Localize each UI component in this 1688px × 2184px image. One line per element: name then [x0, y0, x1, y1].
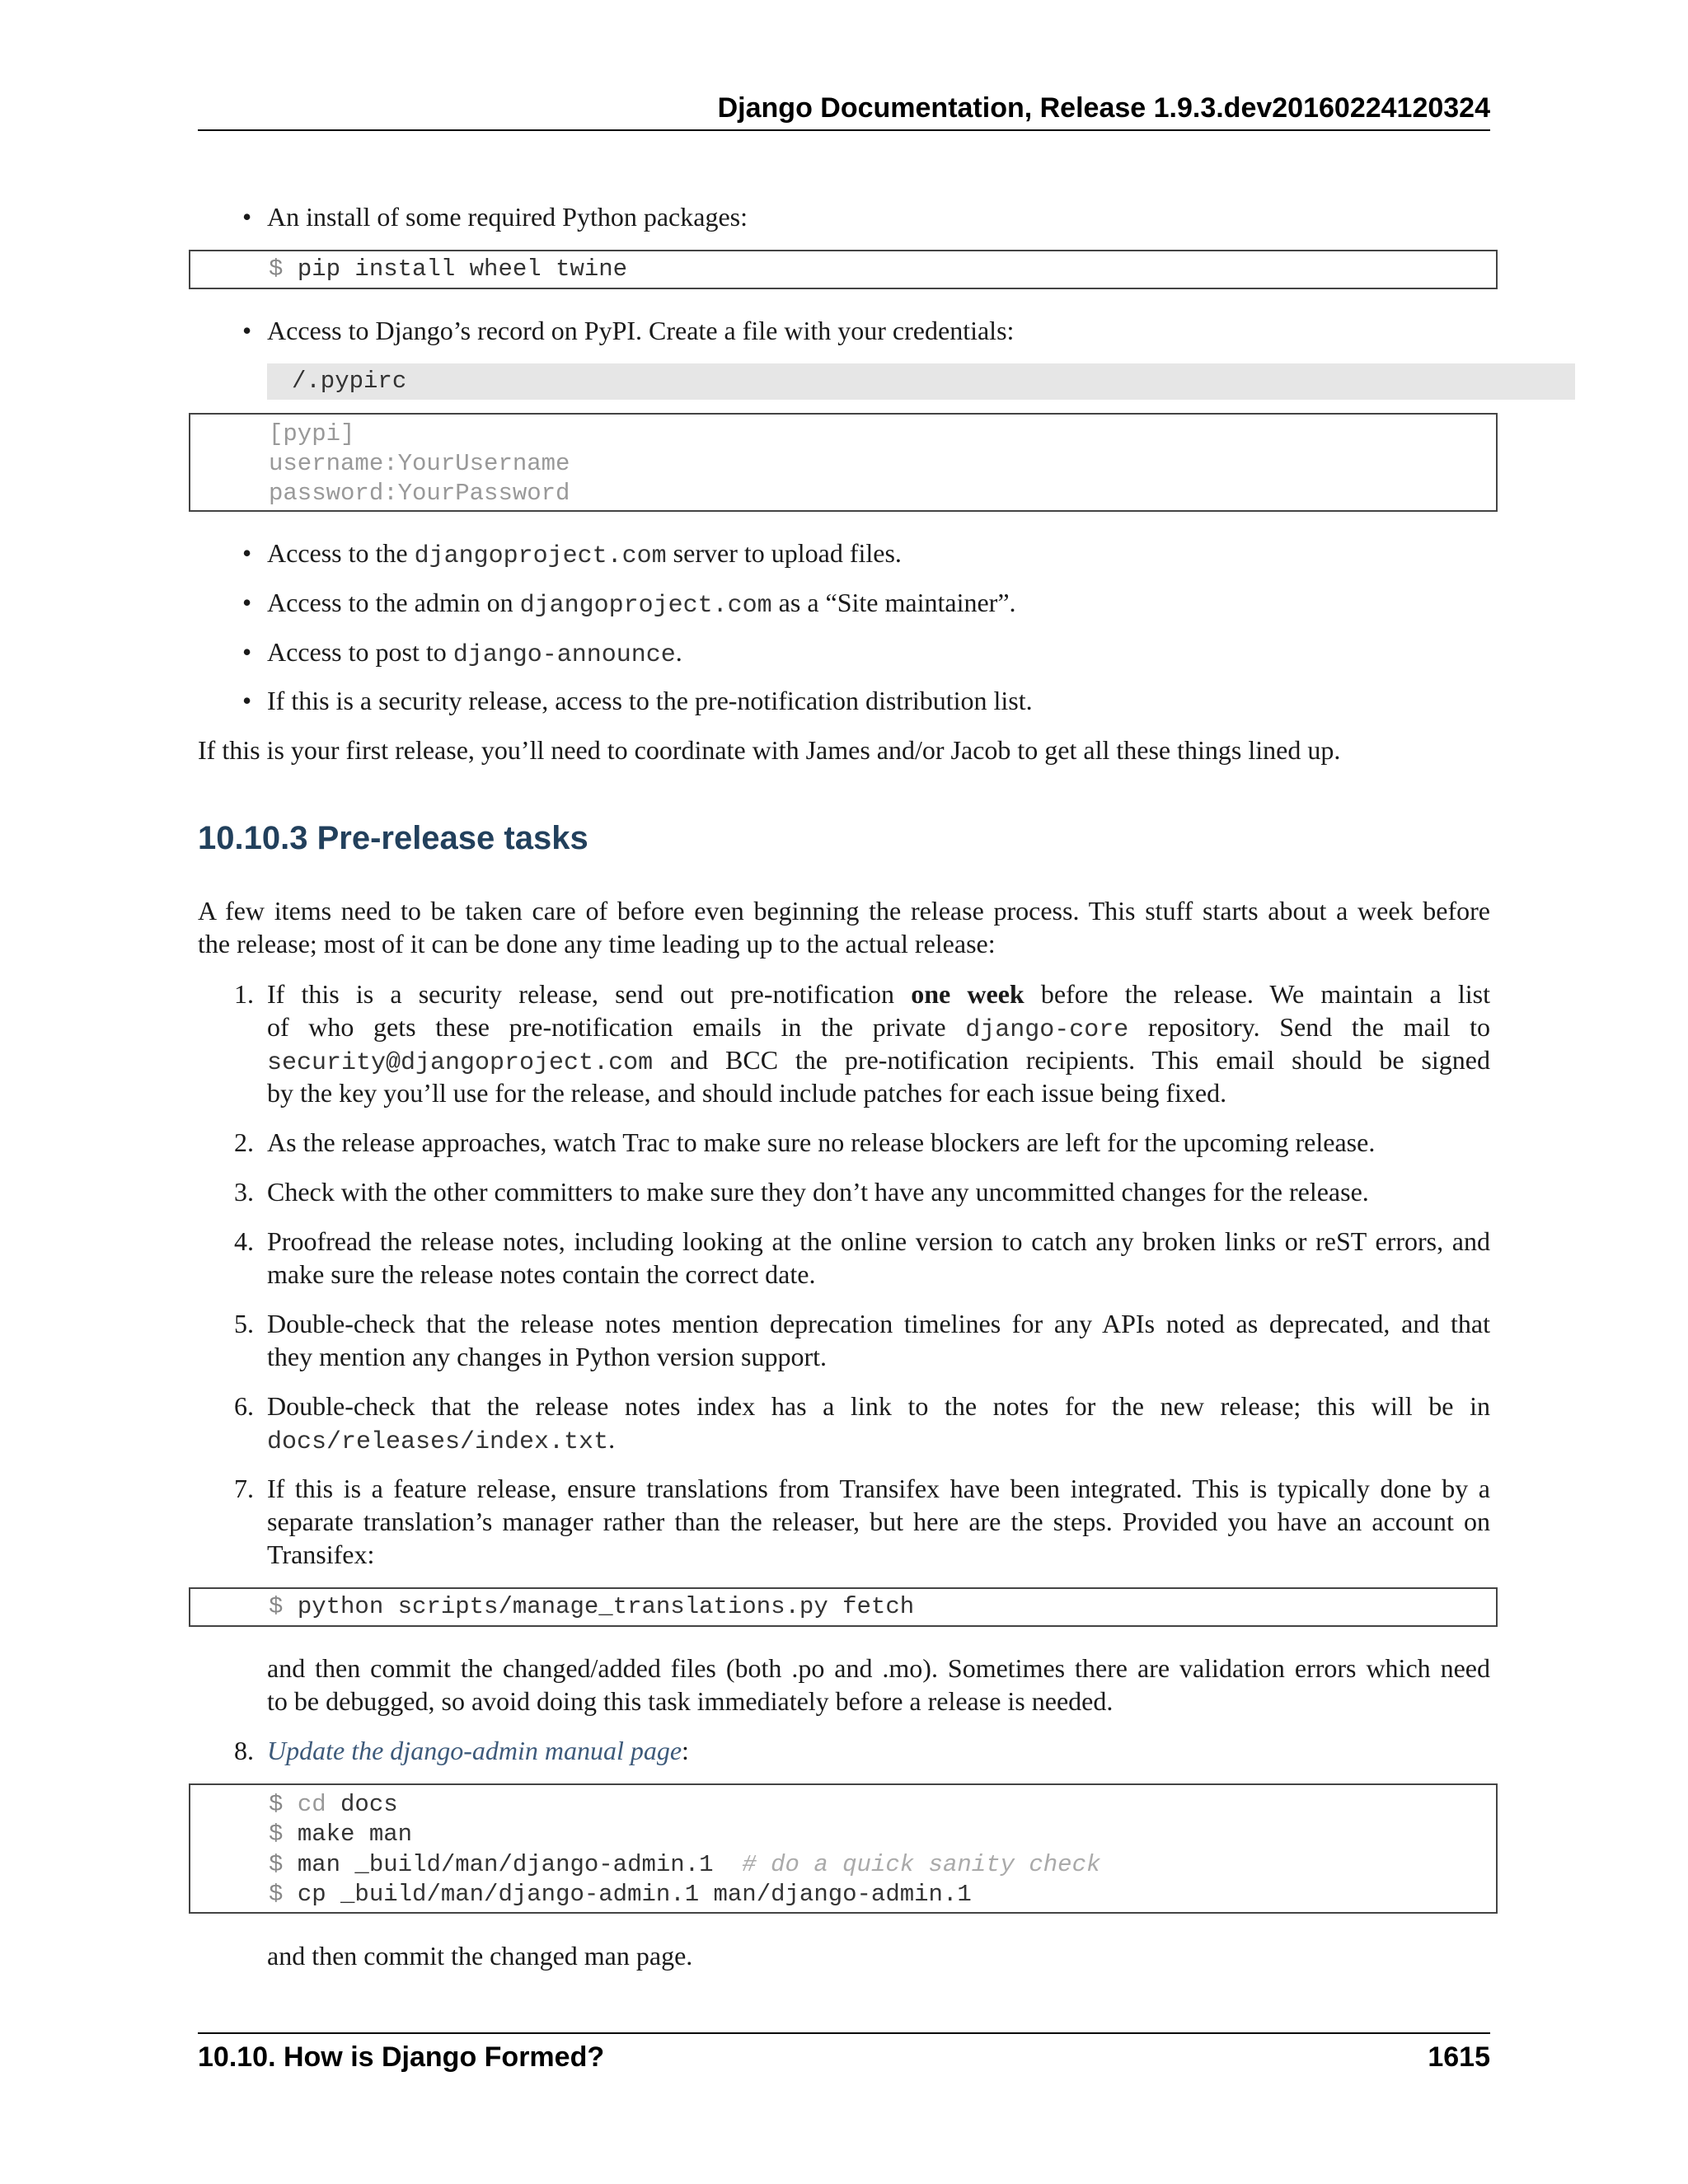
- code-line: $ cd docs: [269, 1791, 398, 1818]
- code-block-man: [189, 1783, 1498, 1914]
- step-1-line: If this is a security release, send out pre-notification one week before the release. We maintain a list: [267, 979, 1491, 1009]
- first-release-paragraph: If this is your first release, you’ll need to coordinate with James and/or Jacob to get all these things lined up.: [198, 735, 1341, 765]
- code-line: $ man _build/man/django-admin.1 # do a quick sanity check: [269, 1851, 1101, 1878]
- code-block-pip: [189, 250, 1498, 289]
- step-6-line: docs/releases/index.txt.: [267, 1424, 616, 1456]
- step-number: 7.: [234, 1474, 254, 1503]
- code-line: $ cp _build/man/django-admin.1 man/django-admin.1: [269, 1881, 972, 1908]
- step-8-after: and then commit the changed man page.: [267, 1941, 693, 1971]
- bullet-admin: Access to the admin on djangoproject.com as a “Site maintainer”.: [267, 588, 1016, 620]
- code-filename: /.pypirc: [292, 368, 407, 395]
- running-header: Django Documentation, Release 1.9.3.dev20160224120324: [717, 92, 1490, 124]
- code-line: username:YourUsername: [269, 450, 570, 477]
- code-block-translations: [189, 1587, 1498, 1627]
- bullet-icon: •: [242, 202, 252, 232]
- step-4-line: make sure the release notes contain the correct date.: [267, 1259, 816, 1289]
- step-5-line: Double-check that the release notes mention deprecation timelines for any APIs noted as deprecated, and that: [267, 1309, 1490, 1338]
- step-2-text: As the release approaches, watch Trac to make sure no release blockers are left for the upcoming release.: [267, 1127, 1376, 1157]
- code-line: $ pip install wheel twine: [269, 255, 628, 283]
- step-number: 8.: [234, 1736, 254, 1765]
- page-number: 1615: [1428, 2041, 1490, 2073]
- step-1-line: by the key you’ll use for the release, and should include patches for each issue being fixed.: [267, 1078, 1227, 1108]
- bullet-pypi: Access to Django’s record on PyPI. Create a file with your credentials:: [267, 316, 1015, 345]
- intro-line: the release; most of it can be done any time leading up to the actual release:: [198, 929, 996, 958]
- step-number: 3.: [234, 1177, 254, 1207]
- step-6-line: Double-check that the release notes index has a link to the notes for the new release; this will be in: [267, 1391, 1490, 1421]
- step-number: 5.: [234, 1309, 254, 1338]
- code-line: [pypi]: [269, 420, 355, 448]
- step-8-text: Update the django-admin manual page:: [267, 1736, 689, 1765]
- code-line: password:YourPassword: [269, 480, 570, 507]
- footer-rule: [198, 2032, 1490, 2034]
- bullet-security: If this is a security release, access to the pre-notification distribution list.: [267, 686, 1033, 715]
- step-4-line: Proofread the release notes, including looking at the online version to catch any broken links or reST errors, and: [267, 1226, 1490, 1256]
- header-rule: [198, 129, 1490, 131]
- step-number: 6.: [234, 1391, 254, 1421]
- django-admin-manual-link[interactable]: Update the django-admin manual page: [267, 1736, 682, 1765]
- code-line: $ make man: [269, 1821, 413, 1848]
- step-7-line: separate translation’s manager rather than the releaser, but here are the steps. Provided you have an account on: [267, 1507, 1490, 1536]
- section-heading: 10.10.3 Pre-release tasks: [198, 820, 588, 856]
- bullet-icon: •: [242, 316, 252, 345]
- bullet-packages: An install of some required Python packages:: [267, 202, 748, 232]
- bullet-server: Access to the djangoproject.com server to upload files.: [267, 538, 902, 570]
- bullet-icon: •: [242, 538, 252, 568]
- bullet-icon: •: [242, 686, 252, 715]
- code-line: $ python scripts/manage_translations.py fetch: [269, 1593, 915, 1620]
- step-number: 2.: [234, 1127, 254, 1157]
- step-7-line: Transifex:: [267, 1540, 375, 1569]
- footer-section: 10.10. How is Django Formed?: [198, 2041, 605, 2073]
- bullet-icon: •: [242, 637, 252, 667]
- step-7-after-line: to be debugged, so avoid doing this task immediately before a release is needed.: [267, 1686, 1114, 1716]
- intro-line: A few items need to be taken care of before even beginning the release process. This stuff starts about a week before: [198, 896, 1490, 926]
- step-1-line: security@djangoproject.com and BCC the pre-notification recipients. This email should be signed: [267, 1045, 1490, 1077]
- step-number: 1.: [234, 979, 254, 1009]
- code-block-pypirc: [189, 413, 1498, 512]
- bullet-icon: •: [242, 588, 252, 617]
- bullet-announce: Access to post to django-announce.: [267, 637, 682, 669]
- step-number: 4.: [234, 1226, 254, 1256]
- step-3-text: Check with the other committers to make sure they don’t have any uncommitted changes for the release.: [267, 1177, 1369, 1207]
- step-1-line: of who gets these pre-notification emails in the private django-core repository. Send the mail to: [267, 1012, 1490, 1044]
- code-filename-caption: [267, 363, 1575, 400]
- step-7-line: If this is a feature release, ensure translations from Transifex have been integrated. This is typically done by a: [267, 1474, 1490, 1503]
- step-5-line: they mention any changes in Python version support.: [267, 1342, 828, 1371]
- step-7-after-line: and then commit the changed/added files (both .po and .mo). Sometimes there are validation errors which need: [267, 1653, 1490, 1683]
